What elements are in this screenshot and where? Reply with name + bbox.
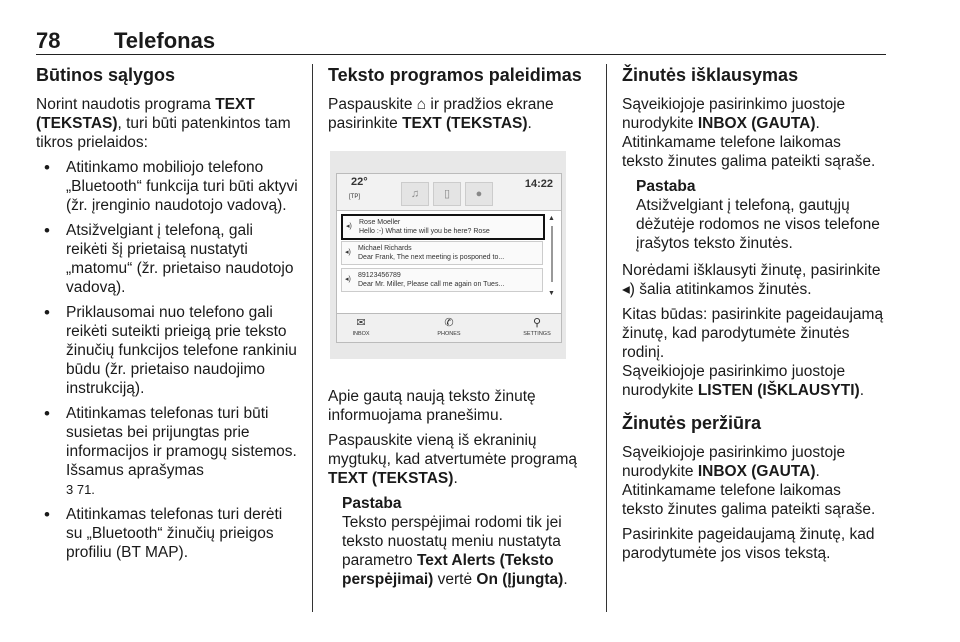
infotainment-screenshot xyxy=(330,151,566,359)
column-prerequisites xyxy=(36,64,298,568)
speaker-icon[interactable]: ◂) xyxy=(346,223,352,230)
speaker-icon[interactable]: ◂) xyxy=(345,249,351,256)
message-sender: Rose Moeller xyxy=(359,219,401,226)
list-item: • Atitinkamas telefonas turi derėti su „Bluetooth“ žinučių prieigos profiliu (BT MAP). xyxy=(36,505,298,562)
status-bar xyxy=(337,174,561,211)
chevron-up-icon[interactable]: ▲ xyxy=(548,215,555,222)
clock: 14:22 xyxy=(524,178,553,190)
section-heading: Teksto programos paleidimas xyxy=(328,65,582,85)
paragraph: Apie gautą naują teksto žinutę informuojama pranešimu. xyxy=(328,388,536,424)
inbox-button[interactable]: ✉ INBOX xyxy=(341,317,381,339)
list-item: • Atitinkamo mobiliojo telefono „Bluetooth“ funkcija turi būti aktyvi (žr. įrenginio naudotojo vadovą). xyxy=(36,158,298,215)
phone-icon[interactable]: ▯ xyxy=(433,182,461,206)
phones-button[interactable]: ✆ PHONES xyxy=(429,317,469,339)
music-icon[interactable]: ♫ xyxy=(401,182,429,206)
column-start-app xyxy=(328,64,586,597)
section-heading: Žinutės išklausymas xyxy=(622,65,799,85)
list-item: • Atitinkamas telefonas turi būti susietas bei prijungtas prie informacijos ir pramogų sistemos. Išsamus aprašymas 3 71. xyxy=(36,404,298,499)
paragraph: Norint naudotis programa TEXT (TEKSTAS), turi būti patenkintos tam tikros prielaidos: xyxy=(36,96,291,151)
text-app-screen xyxy=(336,173,562,343)
paragraph: Pasirinkite pageidaujamą žinutę, kad parodytumėte jos visos tekstą. xyxy=(622,526,875,562)
paragraph: Norėdami išklausyti žinutę, pasirinkite ◂) šalia atitinkamos žinutės. xyxy=(622,262,881,298)
note-box: Pastaba Teksto perspėjimai rodomi tik jei teksto nuostatų meniu nustatyta parametro Text Alerts (Teksto perspėjimai) vertė On (Įjungta). xyxy=(342,494,586,589)
message-sender: 89123456789 xyxy=(358,272,401,279)
temperature-readout: 22° xyxy=(351,176,368,188)
info-icon[interactable]: ● xyxy=(465,182,493,206)
tp-indicator: [TP] xyxy=(349,194,361,200)
paragraph: Sąveikiojoje pasirinkimo juostoje nurodykite INBOX (GAUTA). Atitinkamame telefone laikomas teksto žinutes galima pateikti sąraše. xyxy=(622,96,876,170)
note-box: Pastaba Atsižvelgiant į telefoną, gautųjų dėžutėje rodomos ne visos telefone įrašytos teksto žinutės. xyxy=(636,177,884,253)
message-preview: Dear Frank, The next meeting is posponed to... xyxy=(358,254,505,261)
bullet-list xyxy=(36,158,298,562)
page-title: Telefonas xyxy=(114,28,216,53)
envelope-icon: ✉ xyxy=(356,317,366,329)
scroll-track[interactable] xyxy=(551,226,553,282)
message-preview: Hello :-) What time will you be here? Rose xyxy=(359,228,490,235)
section-heading: Būtinos sąlygos xyxy=(36,65,176,85)
page-header xyxy=(36,28,886,55)
page-reference-link[interactable]: 3 71. xyxy=(66,482,95,497)
speaker-icon: ◂) xyxy=(622,281,635,298)
page-number: 78 xyxy=(36,28,61,53)
paragraph: Paspauskite ⌂ ir pradžios ekrane pasirinkite TEXT (TEKSTAS). xyxy=(328,96,554,132)
column-listen-view xyxy=(622,64,884,569)
note-title: Pastaba xyxy=(636,178,696,195)
message-preview: Dear Mr. Miller, Please call me again on Tues... xyxy=(358,281,505,288)
message-row[interactable] xyxy=(341,241,543,265)
paragraph: Kitas būdas: pasirinkite pageidaujamą žinutę, kad parodytumėte žinutės rodinį. Sąveikiojoje pasirinkimo juostoje nurodykite LISTEN (IŠKLAUSYTI). xyxy=(622,306,884,399)
paragraph: Paspauskite vieną iš ekraninių mygtukų, kad atvertumėte programą TEXT (TEKSTAS). xyxy=(328,432,577,487)
magnifier-icon: ⚲ xyxy=(532,317,542,329)
list-item: • Priklausomai nuo telefono gali reikėti suteikti prieigą prie teksto žinučių funkcijos telefone rankiniu būdu (žr. prietaiso naudojimo instrukciją). xyxy=(36,303,298,398)
chevron-down-icon[interactable]: ▼ xyxy=(548,290,555,297)
scrollbar[interactable] xyxy=(549,214,555,298)
column-divider xyxy=(312,64,313,612)
paragraph: Sąveikiojoje pasirinkimo juostoje nurodykite INBOX (GAUTA). Atitinkamame telefone laikomas teksto žinutes galima pateikti sąraše. xyxy=(622,444,876,518)
phone-icon: ✆ xyxy=(444,317,454,329)
home-icon: ⌂ xyxy=(416,96,427,113)
column-divider xyxy=(606,64,607,612)
settings-button[interactable]: ⚲ SETTINGS xyxy=(517,317,557,339)
interaction-bar xyxy=(337,313,561,342)
note-title: Pastaba xyxy=(342,495,402,512)
message-sender: Michael Richards xyxy=(358,245,412,252)
list-item: • Atsižvelgiant į telefoną, gali reikėti šį prietaisą nustatyti „matomu“ (žr. prietaiso naudotojo vadovą). xyxy=(36,221,298,297)
message-row[interactable] xyxy=(341,268,543,292)
message-row[interactable] xyxy=(341,214,545,240)
speaker-icon[interactable]: ◂) xyxy=(345,276,351,283)
section-heading: Žinutės peržiūra xyxy=(622,413,762,433)
